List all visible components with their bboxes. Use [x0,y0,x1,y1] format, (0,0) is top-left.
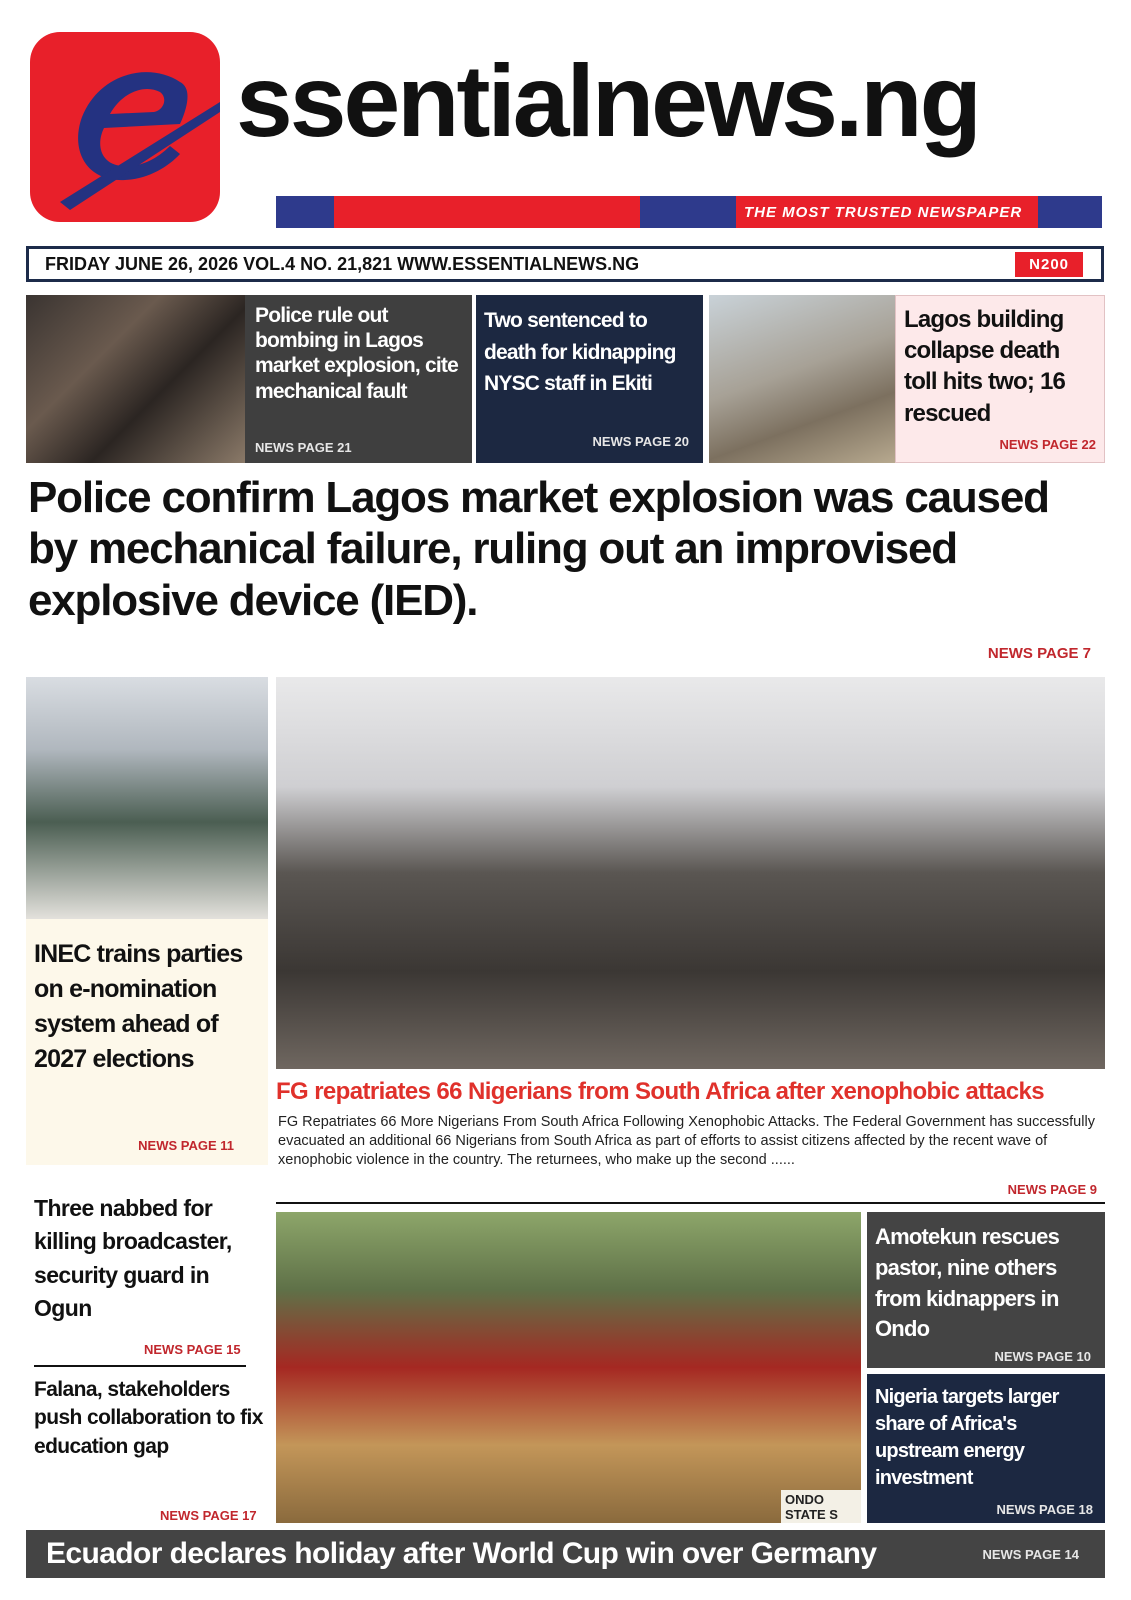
story-amotekun[interactable] [867,1212,1105,1368]
teaser-police[interactable] [245,295,472,463]
price-badge: N200 [1015,252,1083,277]
stripe-segment [640,196,736,228]
divider [276,1202,1105,1204]
page-ref: NEWS PAGE 11 [138,1138,234,1153]
stripe-segment [276,196,334,228]
teaser-title: Lagos building collapse death toll hits two; 16 rescued [904,306,1066,427]
page-ref: NEWS PAGE 22 [999,437,1096,452]
teaser-title: Police rule out bombing in Lagos market explosion, cite mechanical fault [255,304,458,403]
bottom-story[interactable] [26,1530,1105,1578]
page-ref: NEWS PAGE 17 [160,1508,257,1523]
stripe-segment [334,196,640,228]
tagline-bar [276,196,1102,228]
building-collapse-photo[interactable] [709,295,895,463]
page-ref: NEWS PAGE 14 [982,1546,1079,1562]
page-ref: NEWS PAGE 20 [592,434,689,449]
story-title: Amotekun rescues pastor, nine others from kidnappers in Ondo [875,1224,1060,1342]
market-explosion-photo[interactable] [26,295,245,463]
dateline-bar [26,246,1104,282]
lead-headline[interactable]: Police confirm Lagos market explosion was caused by mechanical failure, ruling out an improvised explosive device (IED). [28,473,1049,625]
story-inec[interactable] [26,919,268,1165]
bottom-headline: Ecuador declares holiday after World Cup win over Germany [46,1537,877,1570]
story-title: Nigeria targets larger share of Africa's upstream energy investment [875,1386,1059,1489]
teaser-building-collapse[interactable] [895,295,1105,463]
page-ref: NEWS PAGE 10 [994,1349,1091,1364]
divider [34,1365,246,1367]
teaser-title: Two sentenced to death for kidnapping NYSC staff in Ekiti [484,309,676,395]
main-body: FG Repatriates 66 More Nigerians From South Africa Following Xenophobic Attacks. The Federal Government has successfully evacuated an additional 66 Nigerians from South Africa as part of efforts to assist citizens affected by the recent wave of xenophobic violence in the country. The returnees, who make up the second ...... [278,1114,1095,1168]
main-headline[interactable]: FG repatriates 66 Nigerians from South Africa after xenophobic attacks [276,1078,1045,1105]
page-ref: NEWS PAGE 9 [1007,1182,1097,1197]
story-energy[interactable] [867,1374,1105,1523]
page-ref: NEWS PAGE 7 [987,645,1091,662]
repatriation-photo[interactable] [276,677,1105,1069]
brand-name: ssentialnews.ng [236,44,979,158]
amotekun-photo[interactable] [276,1212,861,1523]
story-three-nabbed[interactable]: Three nabbed for killing broadcaster, security guard in Ogun [34,1195,232,1322]
teaser-kidnapping[interactable] [476,295,703,463]
page-ref: NEWS PAGE 15 [144,1342,241,1357]
inec-training-photo[interactable] [26,677,268,919]
dateline: FRIDAY JUNE 26, 2026 VOL.4 NO. 21,821 WWW.ESSENTIALNEWS.NG [45,253,640,274]
tagline: THE MOST TRUSTED NEWSPAPER [736,196,1038,228]
story-falana[interactable]: Falana, stakeholders push collaboration to fix education gap [34,1378,263,1458]
vehicle-caption: ONDO STATE S [781,1490,861,1523]
logo-e-icon [30,32,220,222]
logo [30,32,220,222]
page-ref: NEWS PAGE 21 [255,440,352,455]
page-ref: NEWS PAGE 18 [996,1502,1093,1517]
story-title: INEC trains parties on e-nomination system ahead of 2027 elections [34,940,243,1073]
stripe-segment [1038,196,1102,228]
